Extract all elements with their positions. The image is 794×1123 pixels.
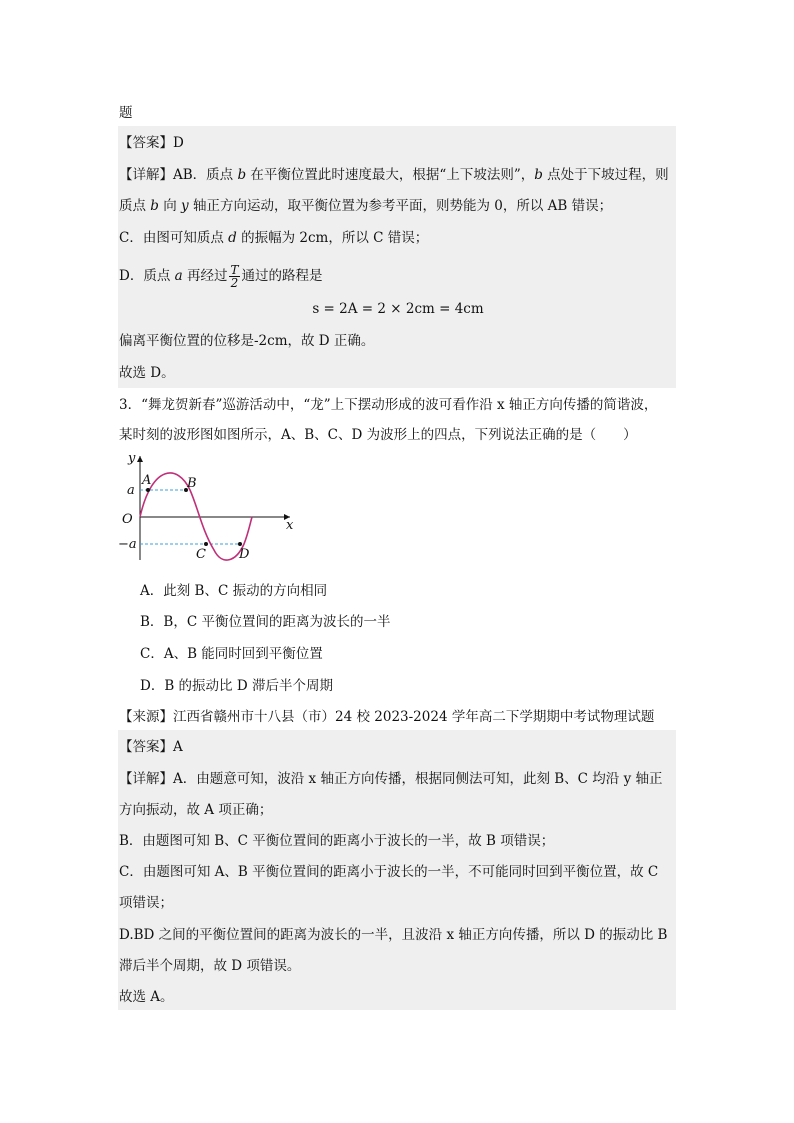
label-d: D bbox=[239, 547, 250, 562]
label-a: A bbox=[142, 473, 152, 488]
origin-label: O bbox=[122, 512, 133, 527]
detail-q3-line-8: 故选 A。 bbox=[119, 989, 174, 1005]
detail-line-6: 故选 D。 bbox=[119, 365, 175, 381]
answer-line-q2: 【答案】D bbox=[119, 135, 184, 151]
detail-line-4: D．质点 a 再经过 $\frac{T}{2}$ 通过的路程是 bbox=[119, 263, 323, 290]
detail-line-3: C．由图可知质点 d 的振幅为 2cm，所以 C 错误； bbox=[119, 230, 429, 246]
detail-q3-line-6: D.BD 之间的平衡位置间的距离为波长的一半，且波沿 x 轴正方向传播，所以 D 的振动比 B bbox=[119, 927, 668, 943]
detail-line-1: 【详解】AB．质点 b 在平衡位置此时速度最大，根据“上下坡法则”，b 点处于下坡过程，则 bbox=[119, 167, 669, 183]
detail-q3-line-7: 滞后半个周期，故 D 项错误。 bbox=[119, 958, 301, 974]
point-d bbox=[238, 542, 242, 546]
source-line: 【来源】江西省赣州市十八县（市）24 校 2023-2024 学年高二下学期期中考试物理试题 bbox=[119, 709, 655, 725]
tick-label-a: a bbox=[127, 483, 135, 498]
tick-label-neg-a: −a bbox=[118, 537, 137, 552]
label-c: C bbox=[196, 547, 206, 562]
question-3-line-2: 某时刻的波形图如图所示，A、B、C、D 为波形上的四点，下列说法正确的是（ ） bbox=[119, 427, 637, 443]
option-b[interactable]: B．B，C 平衡位置间的距离为波长的一半 bbox=[140, 614, 391, 630]
option-d[interactable]: D．B 的振动比 D 滞后半个周期 bbox=[140, 678, 333, 694]
wave-figure bbox=[118, 450, 303, 568]
point-a bbox=[146, 488, 150, 492]
question-3-line-1: 3．“舞龙贺新春”巡游活动中，“龙”上下摆动形成的波可看作沿 x 轴正方向传播的简谐波， bbox=[119, 397, 658, 413]
label-b: B bbox=[187, 476, 197, 491]
question-tail: 题 bbox=[119, 105, 133, 121]
option-c[interactable]: C．A、B 能同时回到平衡位置 bbox=[140, 646, 323, 662]
detail-q3-line-2: 方向振动，故 A 项正确； bbox=[119, 802, 273, 818]
detail-q3-line-3: B．由题图可知 B、C 平衡位置间的距离小于波长的一半，故 B 项错误； bbox=[119, 833, 555, 849]
y-axis-label: y bbox=[128, 451, 136, 466]
point-c bbox=[204, 542, 208, 546]
detail-q3-line-5: 项错误； bbox=[119, 895, 173, 911]
detail-q3-line-1: 【详解】A．由题意可知，波沿 x 轴正方向传播，根据同侧法可知，此刻 B、C 均沿 y 轴正 bbox=[119, 771, 663, 787]
x-axis-label: x bbox=[286, 518, 294, 533]
option-a[interactable]: A．此刻 B、C 振动的方向相同 bbox=[140, 583, 328, 599]
detail-line-5: 偏离平衡位置的位移是-2cm，故 D 正确。 bbox=[119, 333, 375, 349]
answer-line-q3: 【答案】A bbox=[119, 739, 183, 755]
fraction-t-over-2: $\frac{T}{2}$ bbox=[230, 263, 239, 290]
detail-q3-line-4: C．由题图可知 A、B 平衡位置间的距离小于波长的一半，不可能同时回到平衡位置，故 C bbox=[119, 864, 659, 880]
formula: s = 2A = 2 × 2cm = 4cm bbox=[312, 301, 484, 317]
detail-line-2: 质点 b 向 y 轴正方向运动，取平衡位置为参考平面，则势能为 0，所以 AB 错误； bbox=[119, 198, 613, 214]
